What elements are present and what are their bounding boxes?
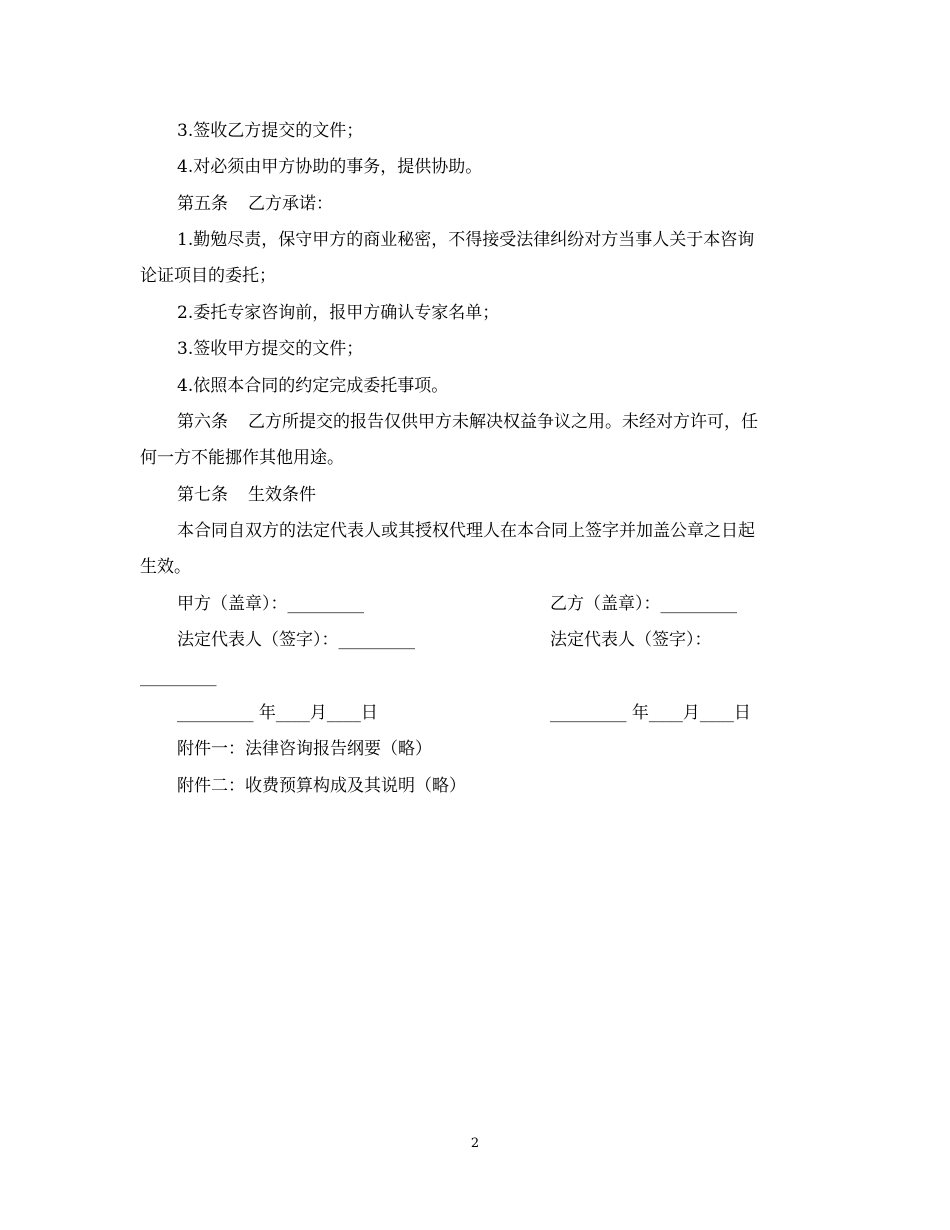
article-subject: 生效条件: [248, 485, 316, 505]
article-number: 第七条: [177, 485, 228, 505]
clause-line: 1.勤勉尽责，保守甲方的商业秘密，不得接受法律纠纷对方当事人关于本咨询: [177, 230, 755, 250]
clause-line-continued: 生效。: [140, 557, 191, 577]
clause-line: 2.委托专家咨询前，报甲方确认专家名单；: [177, 303, 500, 323]
attachment-one: 附件一：法律咨询报告纲要（略）: [177, 739, 432, 759]
article-subject: 乙方承诺：: [248, 194, 333, 214]
party-a-date-field: _________ 年____月____日: [177, 703, 378, 723]
party-b-seal-field: 乙方（盖章）：_________: [550, 594, 737, 614]
article-number: 第六条: [177, 412, 228, 432]
party-b-representative-blank: _________: [140, 667, 217, 687]
article-seven-heading: [177, 484, 316, 506]
clause-line: 4.对必须由甲方协助的事务，提供协助。: [177, 157, 483, 177]
article-number: 第五条: [177, 194, 228, 214]
party-a-representative-field: 法定代表人（签字）：_________: [177, 630, 415, 650]
party-a-seal-field: 甲方（盖章）：_________: [177, 594, 364, 614]
page-number: 2: [470, 1136, 480, 1151]
clause-line-continued: 何一方不能挪作其他用途。: [140, 448, 344, 468]
party-b-date-field: _________ 年____月____日: [550, 703, 751, 723]
party-b-representative-field: 法定代表人（签字）：: [550, 630, 712, 650]
article-text: 乙方所提交的报告仅供甲方未解决权益争议之用。未经对方许可，任: [248, 412, 758, 432]
clause-line: 3.签收乙方提交的文件；: [177, 121, 364, 141]
article-six-paragraph: [177, 411, 758, 433]
clause-line: 3.签收甲方提交的文件；: [177, 339, 364, 359]
article-five-heading: [177, 193, 333, 215]
attachment-two: 附件二：收费预算构成及其说明（略）: [177, 776, 466, 796]
clause-line-continued: 论证项目的委托；: [140, 266, 276, 286]
effect-clause: 本合同自双方的法定代表人或其授权代理人在本合同上签字并加盖公章之日起: [177, 521, 755, 541]
clause-line: 4.依照本合同的约定完成委托事项。: [177, 376, 449, 396]
